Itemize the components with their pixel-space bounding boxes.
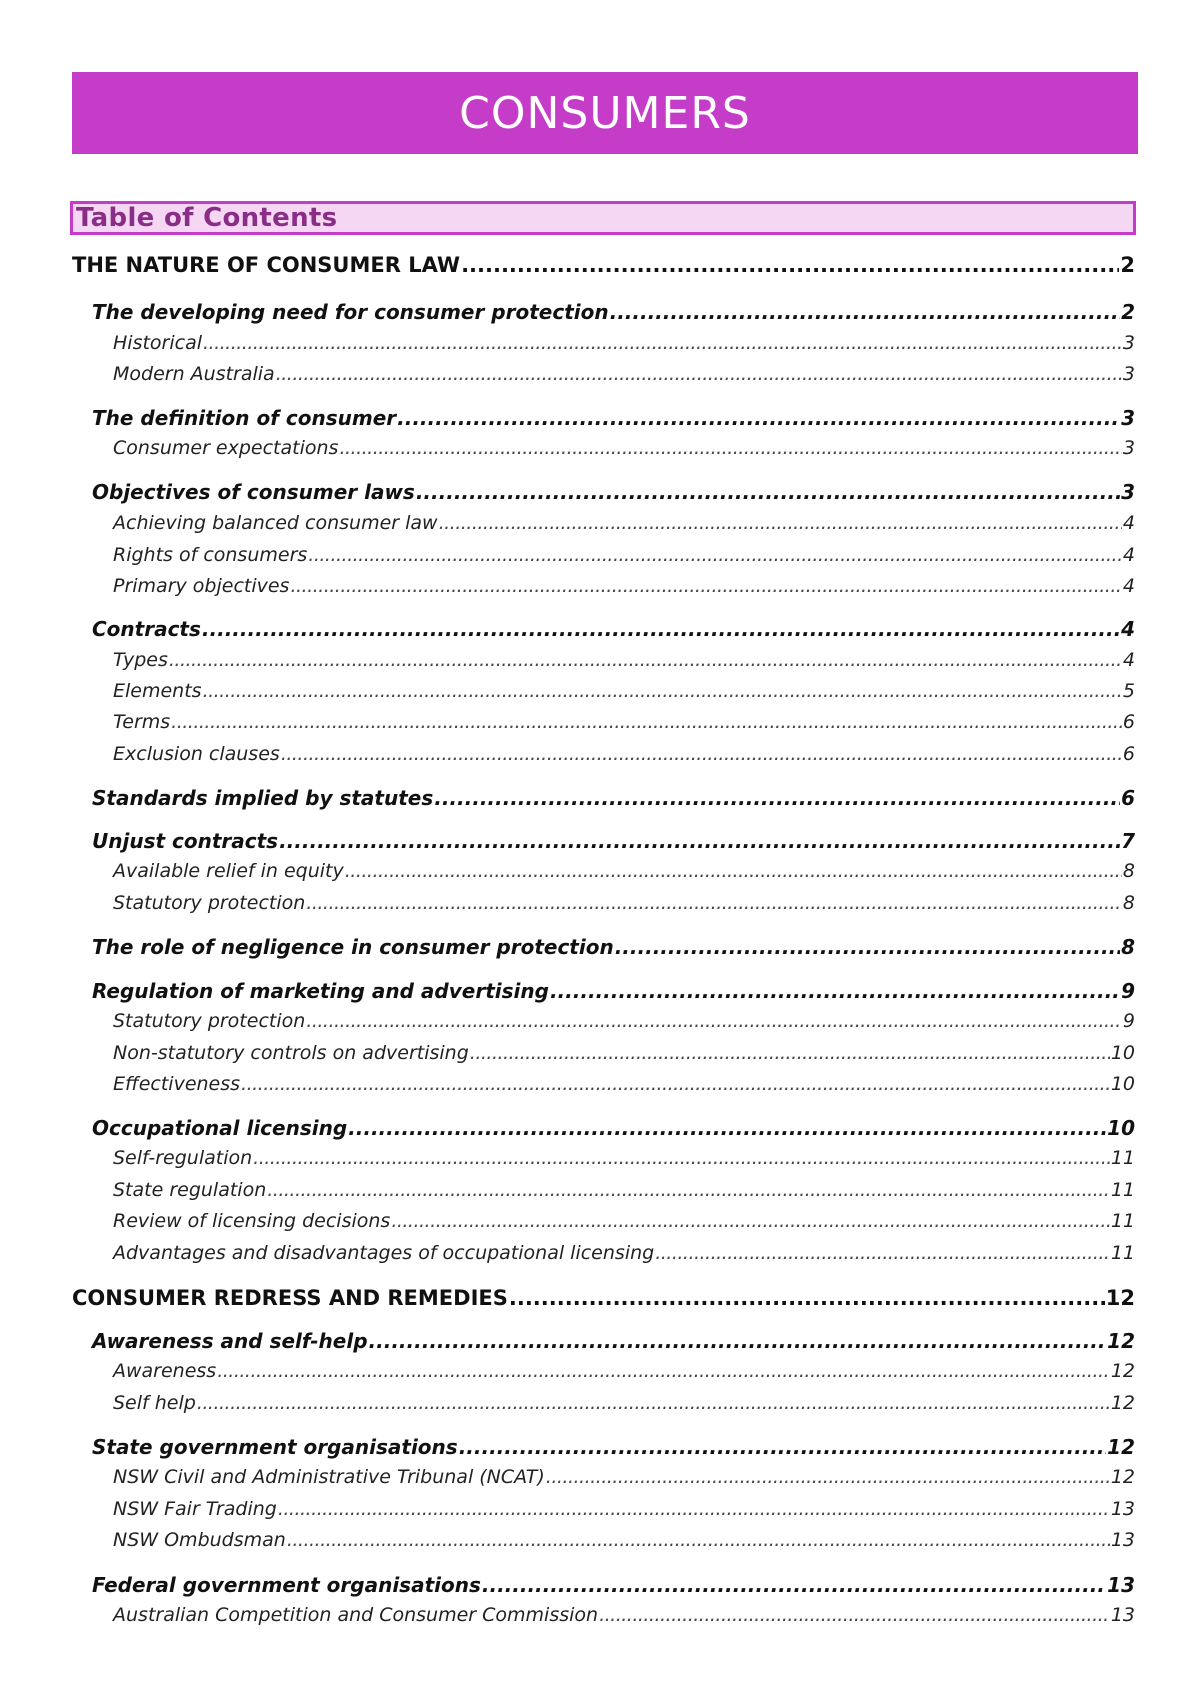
title-banner: [72, 72, 1138, 154]
toc-entry-page-number: 11: [1110, 1242, 1135, 1264]
toc-entry-level-3[interactable]: [113, 512, 1135, 534]
toc-dot-leader: [461, 253, 1119, 277]
toc-entry-page-number: 13: [1110, 1604, 1135, 1626]
toc-dot-leader: [470, 1042, 1110, 1064]
toc-entry-label: Terms: [113, 711, 171, 733]
toc-entry-page-number: 9: [1122, 1010, 1135, 1032]
toc-entry-level-2[interactable]: [92, 300, 1135, 324]
toc-dot-leader: [615, 935, 1120, 959]
toc-entry-label: Federal government organisations: [92, 1573, 481, 1597]
toc-heading: Table of Contents: [76, 203, 338, 233]
toc-entry-page-number: 12: [1107, 1329, 1135, 1353]
toc-entry-page-number: 13: [1110, 1529, 1135, 1551]
toc-dot-leader: [509, 1286, 1105, 1310]
toc-dot-leader: [241, 1073, 1110, 1095]
toc-dot-leader: [348, 1116, 1106, 1140]
toc-entry-level-3[interactable]: [113, 1392, 1135, 1414]
toc-dot-leader: [169, 649, 1122, 671]
toc-entry-label: Occupational licensing: [92, 1116, 348, 1140]
toc-dot-leader: [290, 575, 1121, 597]
toc-dot-leader: [306, 892, 1122, 914]
toc-entry-level-3[interactable]: [113, 332, 1135, 354]
toc-entry-page-number: 9: [1121, 979, 1135, 1003]
toc-entry-label: Review of licensing decisions: [113, 1210, 391, 1232]
toc-entry-page-number: 2: [1120, 253, 1135, 277]
toc-entry-level-3[interactable]: [113, 1498, 1135, 1520]
toc-dot-leader: [610, 300, 1120, 324]
toc-entry-label: Rights of consumers: [113, 544, 308, 566]
toc-dot-leader: [202, 617, 1120, 641]
toc-entry-level-3[interactable]: [113, 437, 1135, 459]
toc-entry-page-number: 4: [1121, 617, 1135, 641]
toc-entry-level-3[interactable]: [113, 711, 1135, 733]
toc-entry-page-number: 2: [1121, 300, 1135, 324]
toc-entry-level-2[interactable]: [92, 829, 1135, 853]
toc-entry-page-number: 13: [1107, 1573, 1135, 1597]
page-title: CONSUMERS: [459, 87, 751, 139]
toc-dot-leader: [281, 743, 1122, 765]
toc-entry-label: Available relief in equity: [113, 860, 344, 882]
toc-entry-page-number: 10: [1110, 1073, 1135, 1095]
toc-dot-leader: [459, 1435, 1106, 1459]
toc-entry-level-3[interactable]: [113, 1604, 1135, 1626]
toc-entry-level-3[interactable]: [113, 1210, 1135, 1232]
toc-entry-level-2[interactable]: [92, 617, 1135, 641]
toc-entry-level-2[interactable]: [92, 786, 1135, 810]
toc-entry-label: Statutory protection: [113, 1010, 306, 1032]
toc-entry-label: Achieving balanced consumer law: [113, 512, 438, 534]
toc-dot-leader: [391, 1210, 1110, 1232]
toc-dot-leader: [287, 1529, 1110, 1551]
toc-entry-page-number: 8: [1122, 860, 1135, 882]
toc-dot-leader: [416, 480, 1120, 504]
toc-entry-level-3[interactable]: [113, 892, 1135, 914]
toc-dot-leader: [203, 680, 1122, 702]
toc-entry-page-number: 8: [1121, 935, 1135, 959]
toc-dot-leader: [345, 860, 1122, 882]
toc-entry-level-2[interactable]: [92, 979, 1135, 1003]
toc-entry-page-number: 3: [1122, 437, 1135, 459]
toc-entry-level-3[interactable]: [113, 363, 1135, 385]
toc-entry-label: THE NATURE OF CONSUMER LAW: [72, 253, 461, 277]
toc-entry-page-number: 7: [1121, 829, 1135, 853]
toc-dot-leader: [550, 979, 1120, 1003]
toc-dot-leader: [369, 1329, 1107, 1353]
toc-entry-page-number: 4: [1122, 649, 1135, 671]
toc-entry-level-2[interactable]: [92, 480, 1135, 504]
toc-dot-leader: [276, 363, 1122, 385]
toc-entry-level-3[interactable]: [113, 743, 1135, 765]
toc-entry-level-3[interactable]: [113, 649, 1135, 671]
toc-entry-level-2[interactable]: [92, 1116, 1135, 1140]
toc-entry-label: Objectives of consumer laws: [92, 480, 415, 504]
toc-entry-level-2[interactable]: [92, 935, 1135, 959]
toc-entry-level-1[interactable]: [72, 253, 1135, 277]
toc-dot-leader: [279, 829, 1120, 853]
toc-entry-label: Regulation of marketing and advertising: [92, 979, 549, 1003]
toc-entry-level-3[interactable]: [113, 1042, 1135, 1064]
toc-dot-leader: [171, 711, 1122, 733]
toc-entry-level-2[interactable]: [92, 1329, 1135, 1353]
toc-dot-leader: [253, 1147, 1110, 1169]
toc-entry-label: Self-regulation: [113, 1147, 253, 1169]
toc-entry-page-number: 12: [1110, 1360, 1135, 1382]
toc-entry-label: CONSUMER REDRESS AND REMEDIES: [72, 1286, 508, 1310]
toc-entry-label: Non-statutory controls on advertising: [113, 1042, 469, 1064]
toc-dot-leader: [217, 1360, 1110, 1382]
toc-entry-page-number: 8: [1122, 892, 1135, 914]
toc-dot-leader: [197, 1392, 1110, 1414]
toc-entry-level-3[interactable]: [113, 680, 1135, 702]
toc-dot-leader: [482, 1573, 1106, 1597]
toc-entry-page-number: 12: [1105, 1286, 1135, 1310]
toc-entry-label: Statutory protection: [113, 892, 306, 914]
toc-entry-label: Awareness and self-help: [92, 1329, 368, 1353]
toc-entry-label: Primary objectives: [113, 575, 290, 597]
toc-entry-page-number: 4: [1122, 575, 1135, 597]
toc-entry-page-number: 3: [1122, 332, 1135, 354]
toc-entry-label: Elements: [113, 680, 202, 702]
toc-dot-leader: [599, 1604, 1110, 1626]
toc-dot-leader: [203, 332, 1122, 354]
toc-entry-level-2[interactable]: [92, 1435, 1135, 1459]
toc-dot-leader: [308, 544, 1122, 566]
toc-dot-leader: [278, 1498, 1110, 1520]
toc-entry-page-number: 10: [1110, 1042, 1135, 1064]
toc-entry-label: The developing need for consumer protection: [92, 300, 609, 324]
toc-entry-label: The definition of consumer: [92, 406, 397, 430]
toc-entry-level-3[interactable]: [113, 1179, 1135, 1201]
toc-entry-page-number: 12: [1110, 1466, 1135, 1488]
toc-entry-label: State government organisations: [92, 1435, 458, 1459]
toc-entry-label: Contracts: [92, 617, 201, 641]
toc-entry-label: Unjust contracts: [92, 829, 279, 853]
toc-entry-page-number: 11: [1110, 1147, 1135, 1169]
toc-entry-page-number: 4: [1122, 544, 1135, 566]
toc-entry-label: Effectiveness: [113, 1073, 241, 1095]
toc-entry-level-3[interactable]: [113, 1147, 1135, 1169]
toc-dot-leader: [434, 786, 1120, 810]
toc-entry-page-number: 3: [1121, 406, 1135, 430]
toc-entry-level-3[interactable]: [113, 575, 1135, 597]
toc-entry-level-1[interactable]: [72, 1286, 1135, 1310]
toc-entry-level-3[interactable]: [113, 1529, 1135, 1551]
toc-entry-page-number: 11: [1110, 1210, 1135, 1232]
toc-entry-label: Consumer expectations: [113, 437, 339, 459]
toc-dot-leader: [397, 406, 1120, 430]
toc-entry-page-number: 3: [1122, 363, 1135, 385]
toc-entry-page-number: 4: [1122, 512, 1135, 534]
toc-entry-page-number: 3: [1121, 480, 1135, 504]
toc-entry-page-number: 6: [1122, 743, 1135, 765]
toc-heading-box: [70, 201, 1136, 235]
toc-entry-label: Self help: [113, 1392, 196, 1414]
toc-entry-page-number: 12: [1110, 1392, 1135, 1414]
toc-entry-level-3[interactable]: [113, 1466, 1135, 1488]
toc-entry-label: Types: [113, 649, 168, 671]
toc-entry-level-3[interactable]: [113, 1242, 1135, 1264]
toc-entry-page-number: 6: [1122, 711, 1135, 733]
toc-dot-leader: [655, 1242, 1110, 1264]
toc-entry-level-3[interactable]: [113, 544, 1135, 566]
toc-dot-leader: [339, 437, 1121, 459]
toc-entry-label: The role of negligence in consumer protection: [92, 935, 614, 959]
toc-entry-label: Australian Competition and Consumer Commission: [113, 1604, 599, 1626]
toc-entry-level-2[interactable]: [92, 1573, 1135, 1597]
toc-entry-level-3[interactable]: [113, 1360, 1135, 1382]
toc-entry-label: NSW Ombudsman: [113, 1529, 286, 1551]
toc-entry-level-3[interactable]: [113, 1010, 1135, 1032]
toc-entry-label: Modern Australia: [113, 363, 275, 385]
toc-entry-level-3[interactable]: [113, 860, 1135, 882]
toc-entry-page-number: 6: [1121, 786, 1135, 810]
toc-dot-leader: [306, 1010, 1122, 1032]
toc-entry-page-number: 5: [1122, 680, 1135, 702]
toc-entry-label: Awareness: [113, 1360, 217, 1382]
toc-entry-page-number: 13: [1110, 1498, 1135, 1520]
toc-entry-label: NSW Fair Trading: [113, 1498, 277, 1520]
toc-dot-leader: [546, 1466, 1110, 1488]
toc-entry-page-number: 10: [1107, 1116, 1135, 1140]
toc-entry-label: State regulation: [113, 1179, 267, 1201]
toc-entry-label: Historical: [113, 332, 202, 354]
toc-entry-page-number: 11: [1110, 1179, 1135, 1201]
toc-dot-leader: [267, 1179, 1110, 1201]
toc-entry-label: Standards implied by statutes: [92, 786, 434, 810]
toc-dot-leader: [439, 512, 1122, 534]
toc-entry-label: Exclusion clauses: [113, 743, 280, 765]
toc-entry-label: Advantages and disadvantages of occupational licensing: [113, 1242, 655, 1264]
toc-entry-label: NSW Civil and Administrative Tribunal (NCAT): [113, 1466, 545, 1488]
toc-entry-level-3[interactable]: [113, 1073, 1135, 1095]
toc-entry-page-number: 12: [1107, 1435, 1135, 1459]
toc-entry-level-2[interactable]: [92, 406, 1135, 430]
